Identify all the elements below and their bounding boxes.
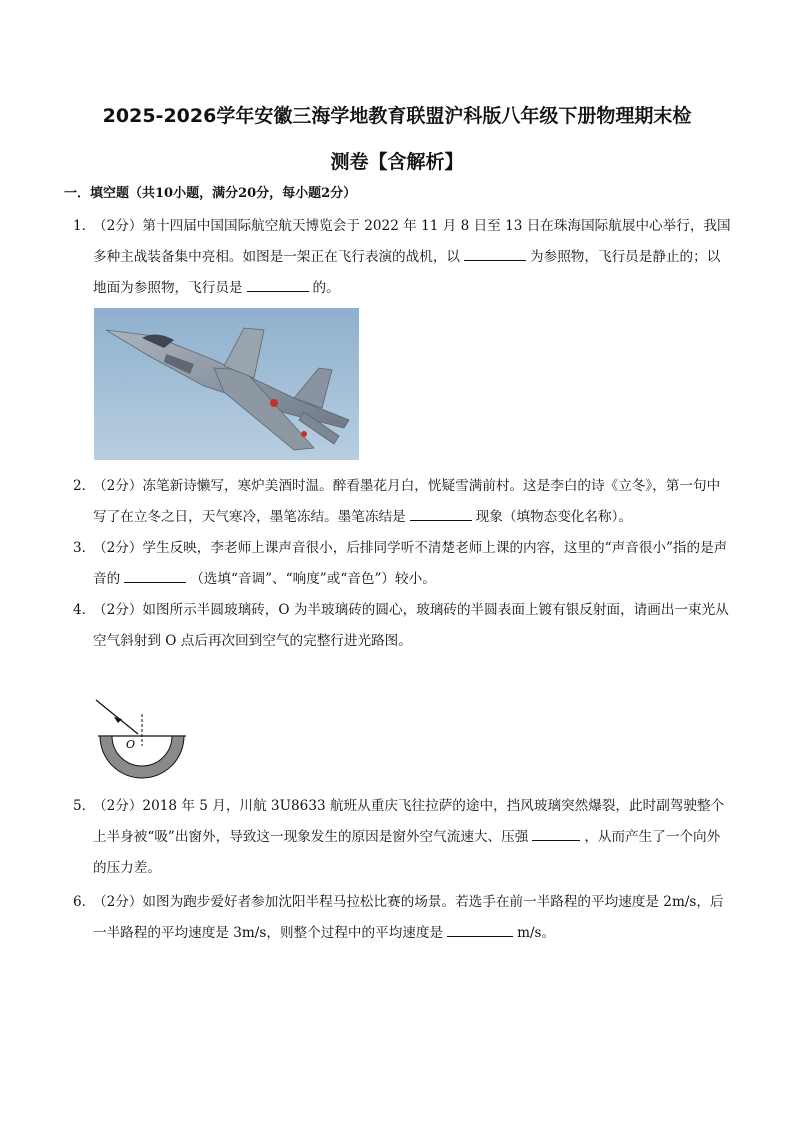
- question-2: [73, 471, 733, 533]
- question-5: [73, 791, 733, 884]
- title-line-1: 2025-2026学年安徽三海学地教育联盟沪科版八年级下册物理期末检: [102, 105, 692, 127]
- question-number: 1．: [73, 218, 96, 234]
- answer-blank[interactable]: [464, 246, 526, 261]
- answer-blank[interactable]: [447, 922, 513, 937]
- center-label-o: O: [126, 738, 136, 751]
- question-6: [73, 887, 733, 949]
- title-line-2: 测卷【含解析】: [330, 151, 464, 173]
- question-number: 3．: [73, 540, 96, 556]
- document-title: [60, 93, 734, 185]
- question-4: [73, 595, 733, 657]
- semicircle-glass-figure: [90, 696, 190, 780]
- question-text: （2分）2018 年 5 月，川航 3U8633 航班从重庆飞往拉萨的途中，挡风玻璃突然爆裂，此时副驾驶整个上半身被“吸”出窗外，导致这一现象发生的原因是窗外空气流速大、压强 ，从而产生了一个向外的压力差。: [93, 798, 725, 876]
- question-number: 5．: [73, 798, 96, 814]
- question-number: 6．: [73, 894, 96, 910]
- question-3: [73, 533, 733, 595]
- answer-blank[interactable]: [410, 506, 472, 521]
- question-text: （2分）第十四届中国国际航空航天博览会于 2022 年 11 月 8 日至 13 日在珠海国际航展中心举行，我国多种主战装备集中亮相。如图是一架正在飞行表演的战机，以 为参照物，飞行员是静止的；以地面为参照物，飞行员是 的。: [93, 218, 731, 296]
- question-number: 4．: [73, 602, 96, 618]
- question-text: （2分）如图为跑步爱好者参加沈阳半程马拉松比赛的场景。若选手在前一半路程的平均速度是 2m/s，后一半路程的平均速度是 3m/s，则整个过程中的平均速度是 m/s。: [93, 894, 724, 941]
- section-heading: 一．填空题（共10小题，满分20分，每小题2分）: [64, 186, 357, 201]
- question-text: （2分）冻笔新诗懒写，寒炉美酒时温。醉看墨花月白，恍疑雪满前村。这是李白的诗《立冬》，第一句中写了在立冬之日，天气寒冷，墨笔冻结。墨笔冻结是 现象（填物态变化名称）。: [93, 478, 721, 525]
- question-text: （2分）学生反映，李老师上课声音很小，后排同学听不清楚老师上课的内容，这里的“声音很小”指的是声音的 （选填“音调”、“响度”或“音色”）较小。: [93, 540, 728, 587]
- question-number: 2．: [73, 478, 96, 494]
- answer-blank[interactable]: [124, 568, 186, 583]
- answer-blank[interactable]: [532, 826, 580, 841]
- question-1: [73, 211, 733, 304]
- answer-blank[interactable]: [247, 277, 309, 292]
- question-text: （2分）如图所示半圆玻璃砖，O 为半玻璃砖的圆心，玻璃砖的半圆表面上镀有银反射面，请画出一束光从空气斜射到 O 点后再次回到空气的完整行进光路图。: [93, 602, 729, 649]
- fighter-jet-image: [94, 308, 359, 460]
